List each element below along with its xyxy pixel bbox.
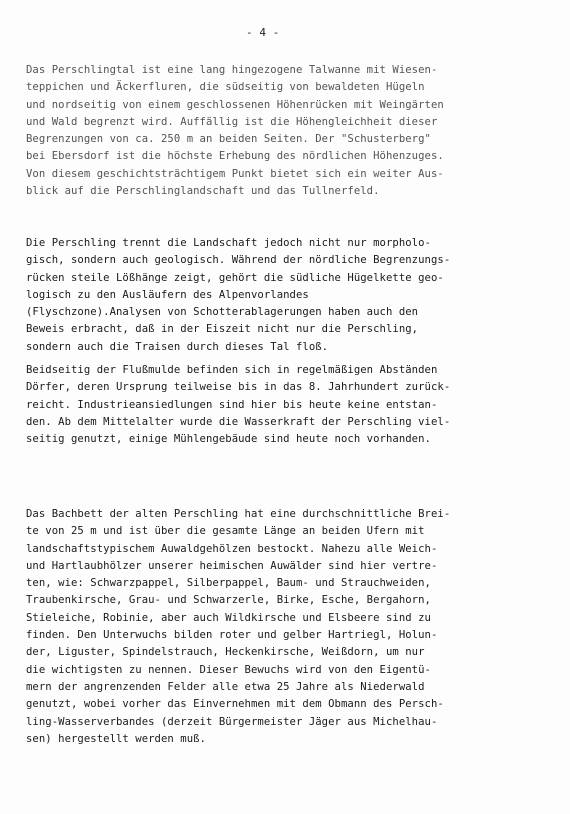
text-line: bei Ebersdorf ist die höchste Erhebung des nördlichen Höhenzuges. [26,150,444,163]
text-line: der, Liguster, Spindelstrauch, Heckenkirsche, Weißdorn, um nur [26,646,425,659]
text-line: mern der angrenzenden Felder alle etwa 25 Jahre als Niederwald [26,680,425,693]
text-line: Traubenkirsche, Grau- und Schwarzerle, Birke, Esche, Bergahorn, [26,594,431,607]
text-line: ling-Wasserverbandes (derzeit Bürgermeister Jäger aus Michelhau- [26,715,438,728]
text-line: Dörfer, deren Ursprung teilweise bis in das 8. Jahrhundert zurück- [26,381,451,394]
text-line: ten, wie: Schwarzpappel, Silberpappel, Baum- und Strauchweiden, [26,577,431,590]
paragraph-bachbett [26,506,554,748]
text-line: die wichtigsten zu nennen. Dieser Bewuchs wird von den Eigentü- [26,663,431,676]
paragraph-geologie [26,235,554,356]
text-line: finden. Den Unterwuchs bilden roter und gelber Hartriegl, Holun- [26,629,438,642]
text-line: reicht. Industrieansiedlungen sind hier bis heute keine entstan- [26,398,438,411]
text-line: genutzt, wobei vorher das Einvernehmen mit dem Obmann des Persch- [26,698,444,711]
text-line: teppichen und Äckerfluren, die südseitig von bewaldeten Hügeln [26,81,425,94]
text-line: Stieleiche, Robinie, aber auch Wildkirsche und Elsbeere sind zu [26,611,431,624]
text-line: sen) hergestellt werden muß. [26,732,206,745]
paragraph-perschlingtal [26,62,554,200]
text-line: Beidseitig der Flußmulde befinden sich in regelmäßigen Abständen [26,364,438,376]
page-number: - 4 - [246,26,280,39]
paragraph-doerfer [26,362,554,448]
text-line: blick auf die Perschlinglandschaft und das Tullnerfeld. [26,185,380,198]
text-line: seitig genutzt, einige Mühlengebäude sind heute noch vorhanden. [26,433,431,446]
text-line: Das Bachbett der alten Perschling hat eine durchschnittliche Brei- [26,508,451,520]
text-line: te von 25 m und ist über die gesamte Länge an beiden Ufern mit [26,525,425,538]
text-line: landschaftstypischem Auwaldgehölzen bestockt. Nahezu alle Weich- [26,542,438,555]
text-line: Von diesem geschichtsträchtigem Punkt bietet sich ein weiter Aus- [26,167,444,180]
text-line: rücken steile Lößhänge zeigt, gehört die südliche Hügelkette geo- [26,271,444,284]
text-line: logisch zu den Ausläufern des Alpenvorlandes [26,288,309,301]
text-line: den. Ab dem Mittelalter wurde die Wasserkraft der Perschling viel- [26,415,451,428]
text-line: (Flyschzone).Analysen von Schotterablagerungen haben auch den [26,306,419,319]
text-line: und nordseitig von einem geschlossenen Höhenrücken mit Weingärten [26,98,444,111]
text-line: und Wald begrenzt wird. Auffällig ist die Höhengleichheit dieser [26,115,438,128]
text-line: und Hartlaubhölzer unserer heimischen Auwälder sind hier vertre- [26,559,438,572]
text-line: Begrenzungen von ca. 250 m an beiden Seiten. Der "Schusterberg" [26,133,431,146]
text-line: Beweis erbracht, daß in der Eiszeit nicht nur die Perschling, [26,323,419,336]
text-line: Die Perschling trennt die Landschaft jedoch nicht nur morpholo- [26,237,431,249]
text-line: gisch, sondern auch geologisch. Während der nördliche Begrenzungs- [26,254,451,267]
text-line: Das Perschlingtal ist eine lang hingezogene Talwanne mit Wiesen- [26,64,438,76]
text-line: sondern auch die Traisen durch dieses Tal floß. [26,340,329,353]
